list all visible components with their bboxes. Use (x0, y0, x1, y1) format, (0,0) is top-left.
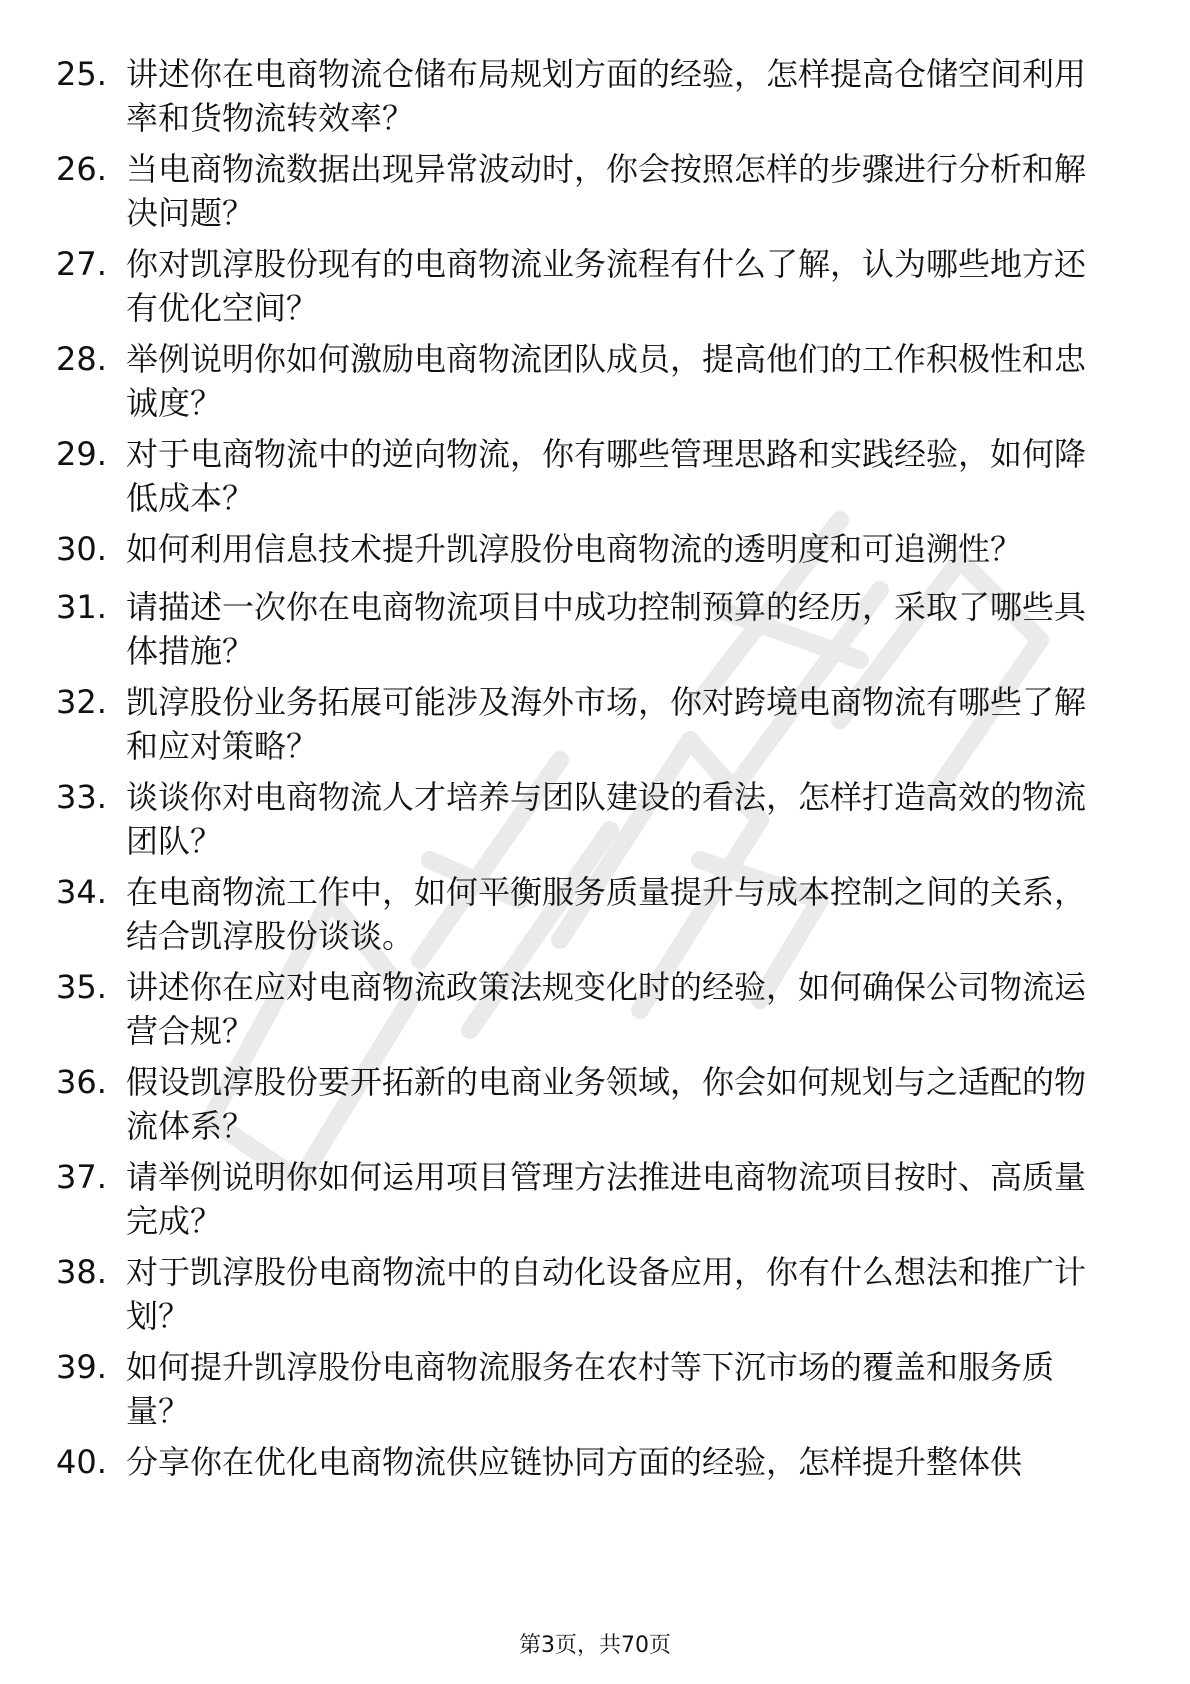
question-text: 你对凯淳股份现有的电商物流业务流程有什么了解，认为哪些地方还有优化空间？ (126, 245, 1087, 327)
question-number: 36. (56, 1063, 107, 1101)
list-item (0, 870, 1190, 970)
question-text: 请描述一次你在电商物流项目中成功控制预算的经历，采取了哪些具体措施？ (126, 588, 1087, 670)
question-text: 凯淳股份业务拓展可能涉及海外市场，你对跨境电商物流有哪些了解和应对策略？ (126, 683, 1087, 765)
question-text: 如何利用信息技术提升凯淳股份电商物流的透明度和可追溯性？ (126, 530, 1023, 568)
list-item (0, 1155, 1190, 1255)
question-text: 举例说明你如何激励电商物流团队成员，提高他们的工作积极性和忠诚度？ (126, 340, 1087, 422)
question-number: 33. (56, 778, 107, 816)
question-number: 27. (56, 245, 107, 283)
question-number: 25. (56, 55, 107, 93)
question-number: 29. (56, 435, 107, 473)
question-number: 40. (56, 1443, 107, 1481)
list-item (0, 52, 1190, 152)
question-text: 当电商物流数据出现异常波动时，你会按照怎样的步骤进行分析和解决问题？ (126, 150, 1087, 232)
question-number: 38. (56, 1253, 107, 1291)
question-number: 34. (56, 873, 107, 911)
question-text: 假设凯淳股份要开拓新的电商业务领域，你会如何规划与之适配的物流体系？ (126, 1063, 1087, 1145)
list-item (0, 242, 1190, 342)
list-item (0, 965, 1190, 1065)
list-item (0, 147, 1190, 247)
question-number: 35. (56, 968, 107, 1006)
list-item (0, 1440, 1190, 1540)
list-item (0, 432, 1190, 532)
question-number: 30. (56, 530, 107, 568)
list-item (0, 1060, 1190, 1160)
question-number: 39. (56, 1348, 107, 1386)
page-footer: 第3页，共70页 (519, 1633, 671, 1658)
list-item (0, 585, 1190, 685)
list-item (0, 680, 1190, 780)
question-text: 在电商物流工作中，如何平衡服务质量提升与成本控制之间的关系，结合凯淳股份谈谈。 (126, 873, 1087, 955)
question-text: 请举例说明你如何运用项目管理方法推进电商物流项目按时、高质量完成？ (126, 1158, 1087, 1240)
question-number: 32. (56, 683, 107, 721)
question-text: 谈谈你对电商物流人才培养与团队建设的看法，怎样打造高效的物流团队？ (126, 778, 1087, 860)
question-text: 讲述你在电商物流仓储布局规划方面的经验，怎样提高仓储空间利用率和货物流转效率？ (126, 55, 1087, 137)
question-text: 分享你在优化电商物流供应链协同方面的经验，怎样提升整体供 (126, 1443, 1023, 1481)
question-text: 讲述你在应对电商物流政策法规变化时的经验，如何确保公司物流运营合规？ (126, 968, 1087, 1050)
list-item (0, 337, 1190, 437)
question-text: 对于电商物流中的逆向物流，你有哪些管理思路和实践经验，如何降低成本？ (126, 435, 1087, 517)
question-text: 对于凯淳股份电商物流中的自动化设备应用，你有什么想法和推广计划？ (126, 1253, 1087, 1335)
list-item (0, 1250, 1190, 1350)
question-number: 31. (56, 588, 107, 626)
list-item (0, 1345, 1190, 1445)
question-number: 26. (56, 150, 107, 188)
list-item (0, 775, 1190, 875)
question-number: 28. (56, 340, 107, 378)
question-number: 37. (56, 1158, 107, 1196)
question-text: 如何提升凯淳股份电商物流服务在农村等下沉市场的覆盖和服务质量？ (126, 1348, 1055, 1430)
